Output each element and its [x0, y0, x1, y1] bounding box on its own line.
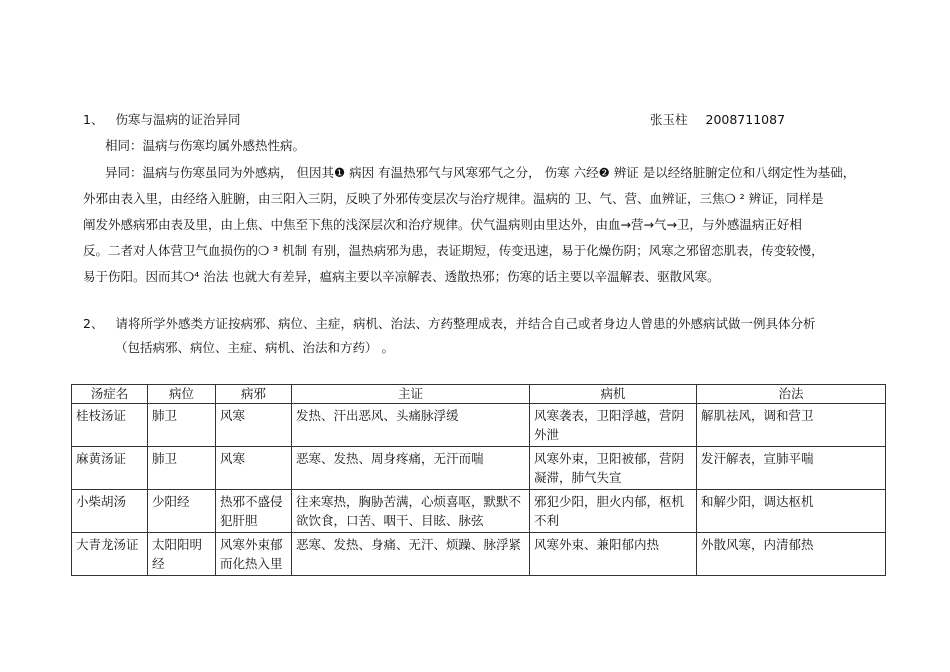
table-row [72, 404, 886, 447]
cell-location: 肺卫 [148, 447, 216, 490]
header-formula-name: 汤症名 [72, 385, 148, 404]
cell-formula-name: 大青龙汤证 [72, 533, 148, 576]
diff-line-4: 反。二者对人体营卫气血损伤的❍ ³ 机制 有别，温热病邪为患，表证期短，传变迅速，易于化燥伤阴；风寒之邪留恋肌表，传变较慢， [83, 243, 824, 258]
cell-treatment: 外散风寒，内清郁热 [697, 533, 886, 576]
cell-pathogen: 风寒外束郁而化热入里 [216, 533, 292, 576]
cell-formula-name: 桂枝汤证 [72, 404, 148, 447]
cell-treatment: 发汗解表，宣肺平喘 [697, 447, 886, 490]
header-treatment: 治法 [697, 385, 886, 404]
cell-pathogen: 风寒 [216, 447, 292, 490]
cell-location: 太阳阳明经 [148, 533, 216, 576]
header-pathogen: 病邪 [216, 385, 292, 404]
cell-formula-name: 麻黄汤证 [72, 447, 148, 490]
cell-pathogen: 热邪不盛侵犯肝胆 [216, 490, 292, 533]
section-2-note: （包括病邪、病位、主症、病机、治法和方药） 。 [115, 340, 394, 355]
diff-line-1: 异同：温病与伤寒虽同为外感病， 但因其❶ 病因 有温热邪气与风寒邪气之分， 伤寒 六经❷ 辨证 是以经络脏腑定位和八纲定性为基础， [105, 165, 856, 180]
section-1-number: 1、 [83, 112, 104, 127]
cell-treatment: 解肌祛风，调和营卫 [697, 404, 886, 447]
cell-location: 肺卫 [148, 404, 216, 447]
author-info [650, 110, 785, 128]
section-1-title: 伤寒与温病的证治异同 [115, 112, 241, 127]
cell-pathogenesis: 风寒袭表，卫阳浮越，营阴外泄 [530, 404, 697, 447]
cell-pathogenesis: 风寒外束，卫阳被郁，营阴凝滞，肺气失宣 [530, 447, 697, 490]
header-pathogenesis: 病机 [530, 385, 697, 404]
author-name: 张玉柱 [650, 112, 688, 127]
cell-main-symptoms: 恶寒、发热、周身疼痛，无汗而喘 [292, 447, 530, 490]
cell-pathogenesis: 邪犯少阳，胆火内郁，枢机不利 [530, 490, 697, 533]
cell-pathogenesis: 风寒外束、兼阳郁内热 [530, 533, 697, 576]
formula-table [71, 384, 886, 576]
section-2-question: 请将所学外感类方证按病邪、病位、主症，病机、治法、方药整理成表，并结合自己或者身边人曾患的外感病试做一例具体分析 [115, 316, 816, 331]
same-paragraph: 相同：温病与伤寒均属外感热性病。 [105, 138, 306, 153]
diff-line-3: 阐发外感病邪由表及里，由上焦、中焦至下焦的浅深层次和治疗规律。伏气温病则由里达外，由血→营→气→卫，与外感温病正好相 [83, 217, 802, 232]
header-main-symptoms: 主证 [292, 385, 530, 404]
cell-location: 少阳经 [148, 490, 216, 533]
section-2-number: 2、 [83, 316, 104, 331]
cell-main-symptoms: 发热、汗出恶风、头痛脉浮缓 [292, 404, 530, 447]
cell-main-symptoms: 往来寒热，胸胁苦满，心烦喜呕，默默不欲饮食，口苦、咽干、目眩、脉弦 [292, 490, 530, 533]
section-1-heading [83, 110, 240, 128]
student-id: 2008711087 [705, 112, 786, 127]
table-row [72, 490, 886, 533]
table-row [72, 533, 886, 576]
table-header-row [72, 385, 886, 404]
cell-formula-name: 小柴胡汤 [72, 490, 148, 533]
diff-line-5: 易于伤阳。因而其❍⁴ 治法 也就大有差异，瘟病主要以辛凉解表、透散热邪；伤寒的话主要以辛温解表、驱散风寒。 [83, 269, 720, 284]
diff-line-2: 外邪由表入里，由经络入脏腑，由三阳入三阴，反映了外邪传变层次与治疗规律。温病的 卫、气、营、血辨证，三焦❍ ² 辨证，同样是 [83, 191, 824, 206]
section-2-heading [83, 314, 815, 332]
header-location: 病位 [148, 385, 216, 404]
cell-treatment: 和解少阳，调达枢机 [697, 490, 886, 533]
table-row [72, 447, 886, 490]
cell-main-symptoms: 恶寒、发热、身痛、无汗、烦躁、脉浮紧 [292, 533, 530, 576]
cell-pathogen: 风寒 [216, 404, 292, 447]
